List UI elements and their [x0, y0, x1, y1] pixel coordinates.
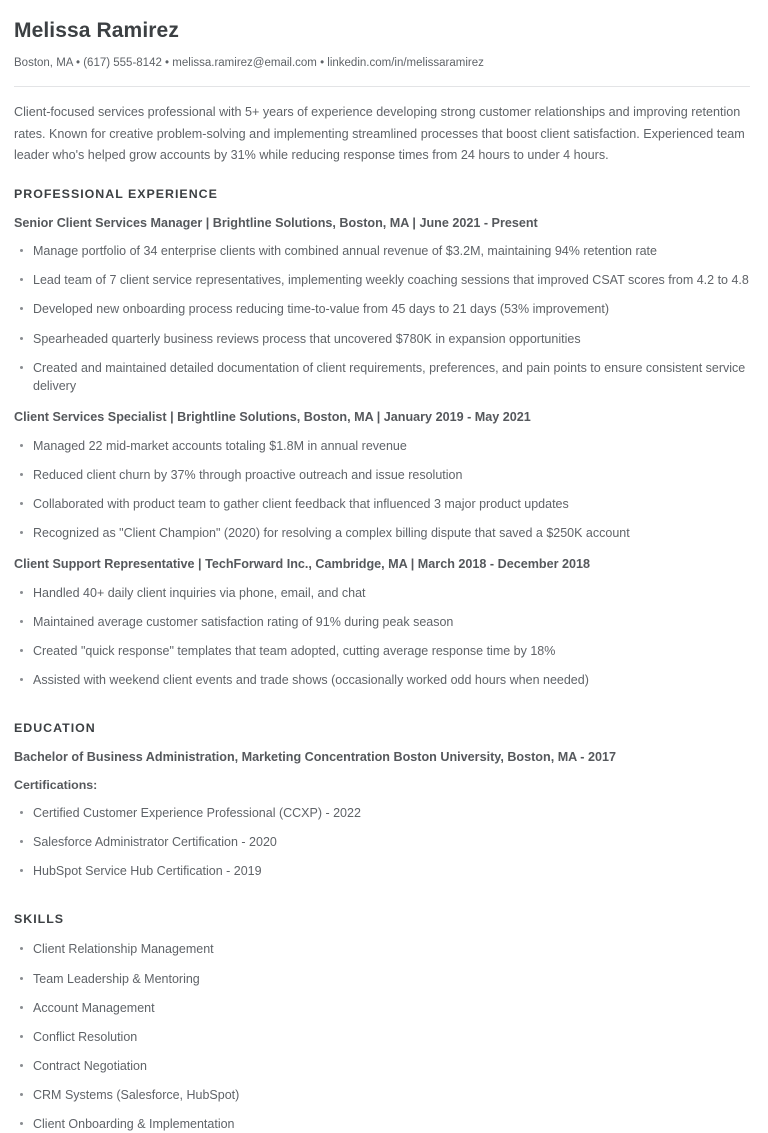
education-entry [14, 749, 750, 880]
certifications-label: Certifications: [14, 777, 98, 792]
job-bullets-1 [14, 437, 750, 543]
job-title-1: Client Services Specialist | Brightline Solutions, Boston, MA | January 2019 - May 2021 [14, 409, 531, 424]
degree-line: Bachelor of Business Administration, Marketing Concentration Boston University, Boston, MA - 2017 [14, 750, 617, 765]
list-item: Recognized as "Client Champion" (2020) for resolving a complex billing dispute that saved a $250K account [14, 524, 750, 542]
list-item: Reduced client churn by 37% through proactive outreach and issue resolution [14, 466, 750, 484]
certifications-list [14, 804, 750, 880]
section-heading-skills: SKILLS [14, 912, 65, 927]
list-item: Client Onboarding & Implementation [14, 1115, 750, 1133]
list-item: Managed 22 mid-market accounts totaling $1.8M in annual revenue [14, 437, 750, 455]
job-title-2: Client Support Representative | TechForward Inc., Cambridge, MA | March 2018 - December 2018 [14, 557, 591, 571]
job-bullets-2 [14, 584, 750, 690]
list-item: Manage portfolio of 34 enterprise clients with combined annual revenue of $3.2M, maintaining 94% retention rate [14, 242, 750, 260]
list-item: Handled 40+ daily client inquiries via phone, email, and chat [14, 584, 750, 602]
section-spacer [14, 703, 750, 713]
skills-list [14, 940, 750, 1133]
list-item: Collaborated with product team to gather client feedback that influenced 3 major product updates [14, 495, 750, 513]
job-title-0: Senior Client Services Manager | Brightline Solutions, Boston, MA | June 2021 - Present [14, 215, 538, 230]
contact-line: Boston, MA • (617) 555-8142 • melissa.ramirez@email.com • linkedin.com/in/melissaramirez [14, 57, 484, 70]
list-item: HubSpot Service Hub Certification - 2019 [14, 862, 750, 880]
page-title: Melissa Ramirez [14, 19, 179, 42]
list-item: CRM Systems (Salesforce, HubSpot) [14, 1086, 750, 1104]
list-item: Certified Customer Experience Professional (CCXP) - 2022 [14, 804, 750, 822]
section-spacer [14, 894, 750, 904]
list-item: Salesforce Administrator Certification - 2020 [14, 833, 750, 851]
section-skills [14, 912, 750, 1133]
section-heading-experience: PROFESSIONAL EXPERIENCE [14, 186, 218, 201]
job-entry-0 [14, 215, 750, 395]
header-divider [14, 86, 750, 87]
list-item: Team Leadership & Mentoring [14, 970, 750, 988]
section-professional-experience [14, 187, 750, 690]
list-item: Developed new onboarding process reducing time-to-value from 45 days to 21 days (53% improvement) [14, 300, 750, 318]
list-item: Spearheaded quarterly business reviews process that uncovered $780K in expansion opportunities [14, 330, 750, 348]
professional-summary: Client-focused services professional with 5+ years of experience developing strong customer relationships and improving retention rates. Known for creative problem-solving and implementing streamlined processes that boost client satisfaction. Experienced team leader who's helped grow accounts by 31% while reducing response times from 24 hours to under 4 hours. [14, 105, 745, 163]
list-item: Contract Negotiation [14, 1057, 750, 1075]
list-item: Account Management [14, 999, 750, 1017]
list-item: Created "quick response" templates that team adopted, cutting average response time by 18% [14, 642, 750, 660]
section-heading-education: EDUCATION [14, 721, 96, 736]
list-item: Created and maintained detailed documentation of client requirements, preferences, and pain points to ensure consistent service delivery [14, 359, 750, 395]
list-item: Conflict Resolution [14, 1028, 750, 1046]
list-item: Lead team of 7 client service representatives, implementing weekly coaching sessions that improved CSAT scores from 4.2 to 4.8 [14, 271, 750, 289]
section-education [14, 721, 750, 880]
job-entry-2 [14, 556, 750, 689]
list-item: Client Relationship Management [14, 940, 750, 958]
list-item: Maintained average customer satisfaction rating of 91% during peak season [14, 613, 750, 631]
job-entry-1 [14, 409, 750, 542]
job-bullets-0 [14, 242, 750, 395]
list-item: Assisted with weekend client events and trade shows (occasionally worked odd hours when needed) [14, 671, 750, 689]
